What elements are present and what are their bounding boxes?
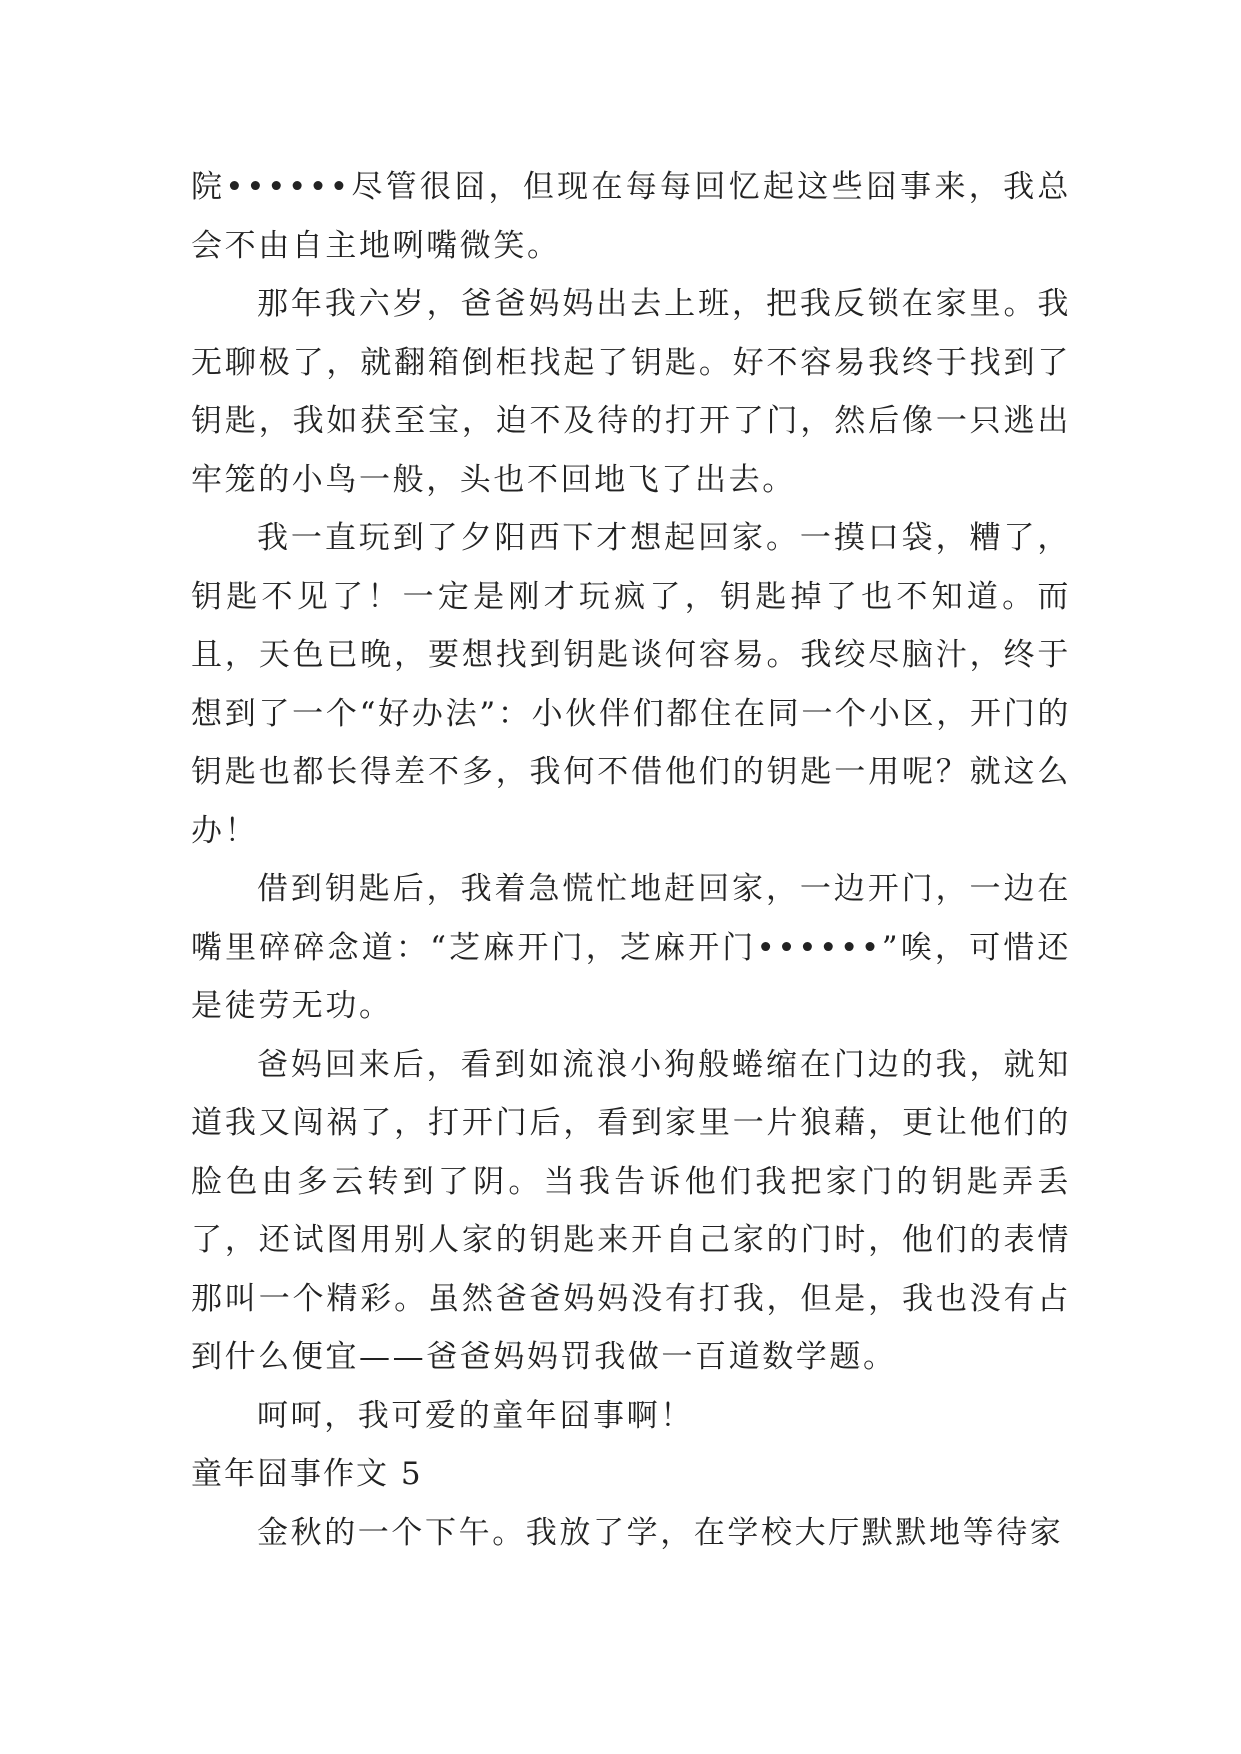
paragraph-borrowed-key: 借到钥匙后，我着急慌忙地赶回家，一边开门，一边在嘴里碎碎念道：“芝麻开门，芝麻开门••••••”唉，可惜还是徒劳无功。	[191, 871, 1071, 1024]
essay-heading: 童年囧事作文 5	[191, 1456, 423, 1492]
paragraph-closing: 呵呵，我可爱的童年囧事啊！	[257, 1397, 694, 1434]
paragraph-locked-in: 那年我六岁，爸爸妈妈出去上班，把我反锁在家里。我无聊极了，就翻箱倒柜找起了钥匙。好不容易我终于找到了钥匙，我如获至宝，迫不及待的打开了门，然后像一只逃出牢笼的小鸟一般，头也不回地飞了出去。	[191, 286, 1071, 498]
paragraph-continuation: 院••••••尽管很囧，但现在每每回忆起这些囧事来，我总会不由自主地咧嘴微笑。	[191, 169, 1071, 264]
paragraph-autumn-afternoon: 金秋的一个下午。我放了学，在学校大厅默默地等待家	[257, 1514, 1064, 1551]
paragraph-lost-key: 我一直玩到了夕阳西下才想起回家。一摸口袋，糟了，钥匙不见了！一定是刚才玩疯了，钥匙掉了也不知道。而且，天色已晚，要想找到钥匙谈何容易。我绞尽脑汁，终于想到了一个“好办法”：小伙伴们都住在同一个小区，开门的钥匙也都长得差不多，我何不借他们的钥匙一用呢？就这么办！	[191, 520, 1071, 849]
paragraph-parents-return: 爸妈回来后，看到如流浪小狗般蜷缩在门边的我，就知道我又闯祸了，打开门后，看到家里一片狼藉，更让他们的脸色由多云转到了阴。当我告诉他们我把家门的钥匙弄丢了，还试图用别人家的钥匙来开自己家的门时，他们的表情那叫一个精彩。虽然爸爸妈妈没有打我，但是，我也没有占到什么便宜——爸爸妈妈罚我做一百道数学题。	[191, 1046, 1071, 1375]
document-body	[191, 158, 1071, 1562]
